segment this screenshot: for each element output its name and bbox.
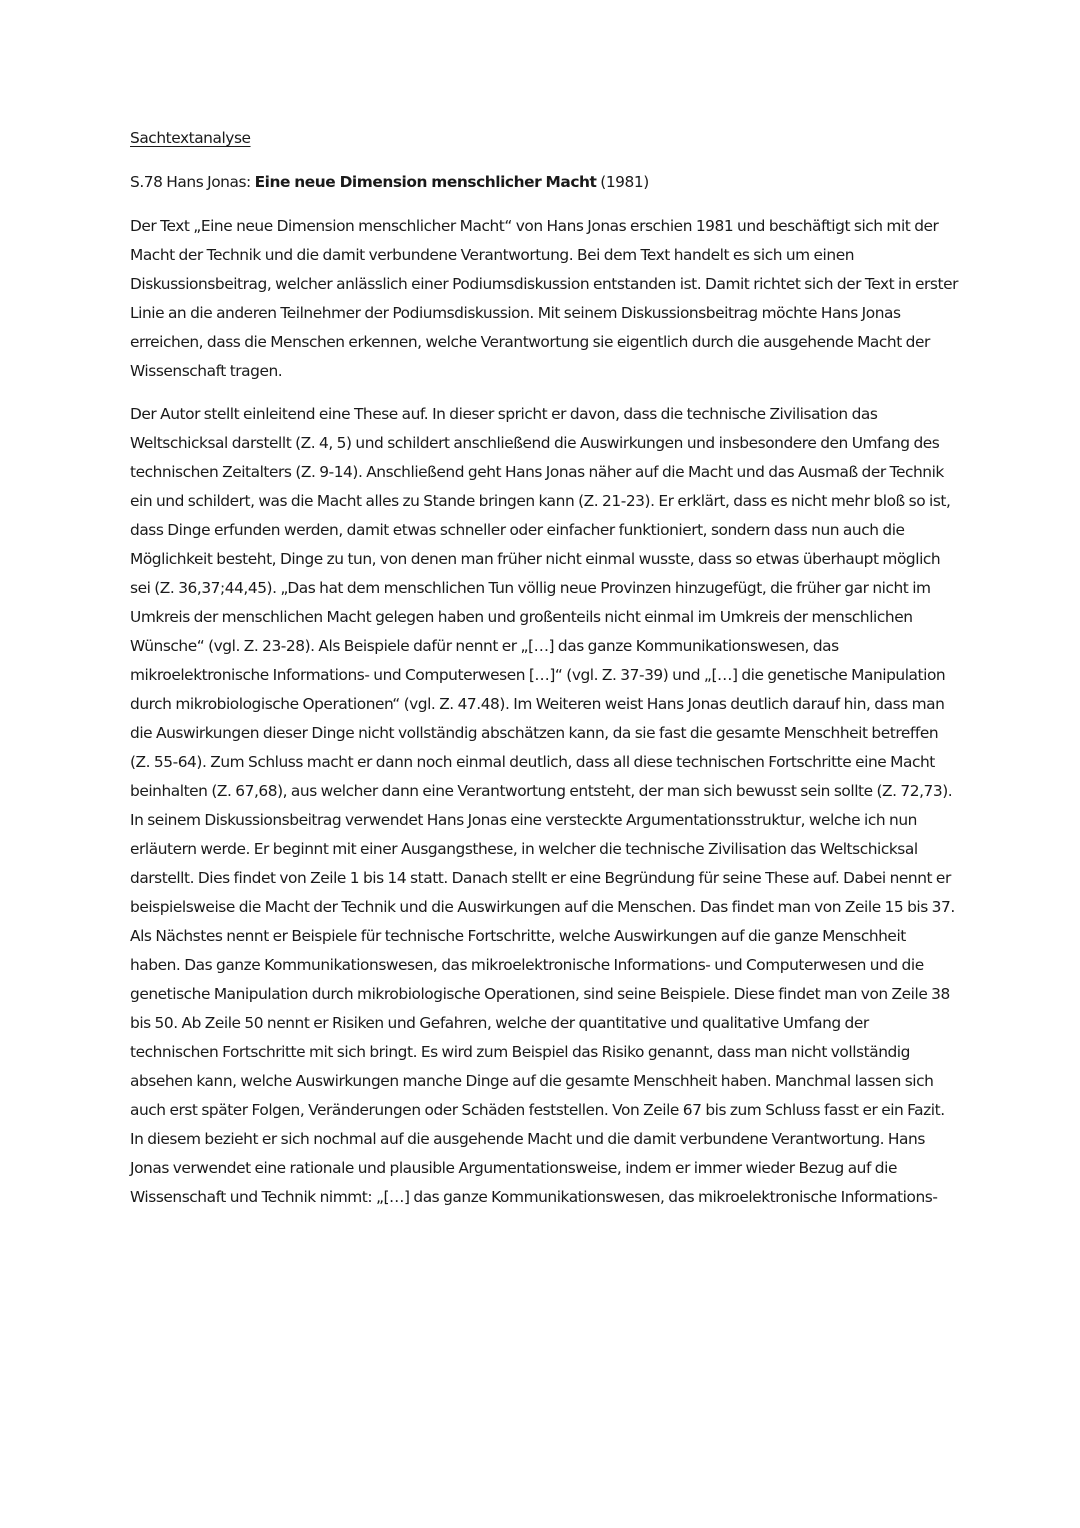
source-line [130,168,960,197]
document-heading: Sachtextanalyse [130,129,251,147]
paragraph-content-summary: Der Autor stellt einleitend eine These auf. In dieser spricht er davon, dass die technische Zivilisation das Weltschicksal darstellt (Z. 4, 5) und schildert anschließend die Auswirkungen und insbesondere den Umfang des technischen Zeitalters (Z. 9-14). Anschließend geht Hans Jonas näher auf die Macht und das Ausmaß der Technik ein und schildert, was die Macht alles zu Stande bringen kann (Z. 21-23). Er erklärt, dass es nicht mehr bloß so ist, dass Dinge erfunden werden, damit etwas schneller oder einfacher funktioniert, sondern dass nun auch die Möglichkeit besteht, Dinge zu tun, von denen man früher nicht einmal wusste, dass so etwas überhaupt möglich sei (Z. 36,37;44,45). „Das hat dem menschlichen Tun völlig neue Provinzen hinzugefügt, die früher gar nicht im Umkreis der menschlichen Macht gelegen haben und großenteils nicht einmal im Umkreis der menschlichen Wünsche“ (vgl. Z. 23-28). Als Beispiele dafür nennt er „[…] das ganze Kommunikationswesen, das mikroelektronische Informations- und Computerwesen […]“ (vgl. Z. 37-39) und „[…] die genetische Manipulation durch mikrobiologische Operationen“ (vgl. Z. 47.48). Im Weiteren weist Hans Jonas deutlich darauf hin, dass man die Auswirkungen dieser Dinge nicht vollständig abschätzen kann, da sie fast die gesamte Menschheit betreffen (Z. 55-64). Zum Schluss macht er dann noch einmal deutlich, dass all diese technischen Fortschritte eine Macht beinhalten (Z. 67,68), aus welcher dann eine Verantwortung entsteht, der man sich bewusst sein sollte (Z. 72,73). [130,405,953,800]
source-suffix: (1981) [596,173,649,191]
source-prefix: S.78 Hans Jonas: [130,173,255,191]
source-title: Eine neue Dimension menschlicher Macht [254,173,597,191]
paragraph-introduction: Der Text „Eine neue Dimension menschlicher Macht“ von Hans Jonas erschien 1981 und beschäftigt sich mit der Macht der Technik und die damit verbundene Verantwortung. Bei dem Text handelt es sich um einen Diskussionsbeitrag, welcher anlässlich einer Podiumsdiskussion entstanden ist. Damit richtet sich der Text in erster Linie an die anderen Teilnehmer der Podiumsdiskussion. Mit seinem Diskussionsbeitrag möchte Hans Jonas erreichen, dass die Menschen erkennen, welche Verantwortung sie eigentlich durch die ausgehende Macht der Wissenschaft tragen. [130,217,958,380]
document-page [130,124,960,1212]
paragraph-argumentation: In seinem Diskussionsbeitrag verwendet Hans Jonas eine versteckte Argumentationsstruktur, welche ich nun erläutern werde. Er beginnt mit einer Ausgangsthese, in welcher die technische Zivilisation das Weltschicksal darstellt. Dies findet von Zeile 1 bis 14 statt. Danach stellt er eine Begründung für seine These auf. Dabei nennt er beispielsweise die Macht der Technik und die Auswirkungen auf die Menschen. Das findet man von Zeile 15 bis 37. Als Nächstes nennt er Beispiele für technische Fortschritte, welche Auswirkungen auf die ganze Menschheit haben. Das ganze Kommunikationswesen, das mikroelektronische Informations- und Computerwesen und die genetische Manipulation durch mikrobiologische Operationen, sind seine Beispiele. Diese findet man von Zeile 38 bis 50. Ab Zeile 50 nennt er Risiken und Gefahren, welche der quantitative und qualitative Umfang der technischen Fortschritte mit sich bringt. Es wird zum Beispiel das Risiko genannt, dass man nicht vollständig absehen kann, welche Auswirkungen manche Dinge auf die gesamte Menschheit haben. Manchmal lassen sich auch erst später Folgen, Veränderungen oder Schäden feststellen. Von Zeile 67 bis zum Schluss fasst er ein Fazit. In diesem bezieht er sich nochmal auf die ausgehende Macht und die damit verbundene Verantwortung. Hans Jonas verwendet eine rationale und plausible Argumentationsweise, indem er immer wieder Bezug auf die Wissenschaft und Technik nimmt: „[…] das ganze Kommunikationswesen, das mikroelektronische Informations- [130,811,955,1206]
